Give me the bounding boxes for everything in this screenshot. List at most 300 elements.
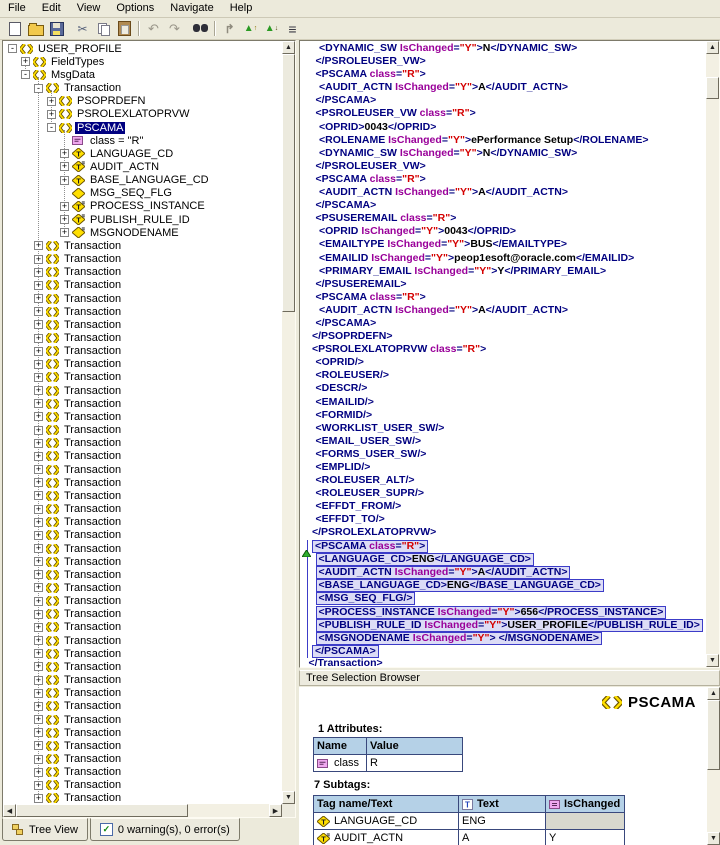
xml-line[interactable]: <AUDIT_ACTN IsChanged="Y">A</AUDIT_ACTN> xyxy=(319,81,568,94)
xml-line[interactable] xyxy=(301,579,705,592)
xml-line[interactable]: <DYNAMIC_SW IsChanged="Y">N</DYNAMIC_SW> xyxy=(319,42,578,54)
tree-item-label: PSCAMA xyxy=(77,121,124,134)
element-changed-icon xyxy=(72,227,85,238)
tree-item-audit-actn[interactable] xyxy=(4,160,281,173)
expand-node-button[interactable] xyxy=(240,20,261,38)
element-icon xyxy=(46,333,59,343)
tree-item-transaction[interactable] xyxy=(4,516,281,529)
tree-item-transaction[interactable] xyxy=(4,476,281,489)
tree-item-label: Transaction xyxy=(64,476,122,489)
subtag-ischanged-cell: Y xyxy=(546,830,625,845)
scroll-right-button[interactable] xyxy=(269,804,282,817)
tree-item-transaction[interactable] xyxy=(4,739,281,752)
open-folder-icon xyxy=(28,25,44,36)
tree-item-label: MSG_SEQ_FLG xyxy=(90,187,172,200)
xml-selection-box: </PSCAMA> xyxy=(312,645,379,658)
xml-line[interactable]: <OPRID/> xyxy=(315,356,364,369)
expander-plus-icon[interactable]: + xyxy=(35,569,42,580)
tree-arrow-icon xyxy=(224,23,234,35)
expander-plus-icon[interactable]: + xyxy=(35,332,42,343)
tree-item-transaction[interactable] xyxy=(4,502,281,515)
tree-item-transaction[interactable] xyxy=(4,674,281,687)
expander-plus-icon[interactable]: + xyxy=(35,371,42,382)
tree-item-transaction[interactable] xyxy=(4,700,281,713)
tree-item-label: FieldTypes xyxy=(51,55,105,68)
expander-plus-icon[interactable]: + xyxy=(35,385,42,396)
attributes-table xyxy=(313,737,463,772)
xml-line[interactable]: <EFFDT_TO/> xyxy=(315,513,385,526)
expander-plus-icon[interactable]: + xyxy=(35,635,42,646)
tree-item-transaction[interactable] xyxy=(4,779,281,792)
xml-line[interactable]: <PSROLEXLATOPRVW class="R"> xyxy=(312,343,487,356)
tree-item-class-r[interactable] xyxy=(4,134,281,147)
attribute-icon xyxy=(72,135,85,146)
tree-item-label: Transaction xyxy=(64,437,122,450)
save-button[interactable] xyxy=(46,20,67,38)
tree-item-process-instance[interactable] xyxy=(4,200,281,213)
expander-plus-icon[interactable]: + xyxy=(61,200,68,211)
tree-item-transaction[interactable] xyxy=(4,608,281,621)
subtag-row[interactable] xyxy=(314,830,625,845)
tree-item-transaction[interactable] xyxy=(4,397,281,410)
tree-item-label: Transaction xyxy=(64,292,122,305)
element-icon xyxy=(46,609,59,619)
xml-line[interactable]: <EMAILID IsChanged="Y">peop1esoft@oracle.com</EMAILID> xyxy=(319,251,635,264)
expander-plus-icon[interactable]: + xyxy=(35,306,42,317)
expander-plus-icon[interactable]: + xyxy=(35,411,42,422)
xml-line[interactable]: <ROLEUSER/> xyxy=(315,369,390,382)
tree-item-psoprdefn[interactable] xyxy=(4,95,281,108)
scrollbar-thumb[interactable] xyxy=(282,54,295,312)
column-header-ischanged: IsChanged xyxy=(546,796,625,813)
tree-item-transaction[interactable] xyxy=(4,345,281,358)
element-icon xyxy=(46,636,59,646)
expander-plus-icon[interactable]: + xyxy=(61,214,68,225)
xml-line[interactable]: <DYNAMIC_SW IsChanged="Y">N</DYNAMIC_SW> xyxy=(319,146,578,159)
tree-item-transaction[interactable] xyxy=(4,529,281,542)
element-icon xyxy=(46,675,59,685)
expander-plus-icon[interactable]: + xyxy=(35,464,42,475)
xml-line[interactable]: <FORMID/> xyxy=(315,408,373,421)
expander-plus-icon[interactable]: + xyxy=(35,516,42,527)
xml-line[interactable]: <EMPLID/> xyxy=(315,461,371,473)
xml-line[interactable]: </PSCAMA> xyxy=(315,316,377,329)
redo-button[interactable] xyxy=(164,20,185,38)
tree-item-label: Transaction xyxy=(64,529,122,542)
element-icon xyxy=(46,425,59,435)
xml-line[interactable]: <PRIMARY_EMAIL IsChanged="Y">Y</PRIMARY_EMAIL> xyxy=(319,264,607,277)
tree-item-label: Transaction xyxy=(64,358,122,371)
cut-icon xyxy=(77,23,87,35)
tree-item-transaction[interactable] xyxy=(4,410,281,423)
tree-selection-browser xyxy=(299,687,720,845)
tree-item-msgnodename[interactable] xyxy=(4,226,281,239)
attributes-heading: 1 Attributes: xyxy=(318,723,383,735)
tree-item-transaction[interactable] xyxy=(4,555,281,568)
browser-vertical-scrollbar[interactable] xyxy=(707,687,720,845)
expander-plus-icon[interactable]: + xyxy=(35,398,42,409)
expander-plus-icon[interactable]: + xyxy=(35,424,42,435)
element-icon xyxy=(46,359,59,369)
xml-selection-box: <LANGUAGE_CD>ENG</LANGUAGE_CD> xyxy=(316,553,534,566)
cut-button[interactable] xyxy=(72,20,93,38)
expander-plus-icon[interactable]: + xyxy=(35,766,42,777)
undo-button[interactable] xyxy=(143,20,164,38)
expander-plus-icon[interactable]: + xyxy=(35,779,42,790)
tree-item-label: Transaction xyxy=(64,608,122,621)
expander-plus-icon[interactable]: + xyxy=(35,490,42,501)
xml-selection-box: <BASE_LANGUAGE_CD>ENG</BASE_LANGUAGE_CD> xyxy=(316,579,604,592)
expander-plus-icon[interactable]: + xyxy=(35,792,42,803)
tab-warnings-errors[interactable] xyxy=(90,818,240,841)
tree-item-transaction[interactable] xyxy=(4,437,281,450)
tree-item-transaction[interactable] xyxy=(4,621,281,634)
expander-plus-icon[interactable]: + xyxy=(35,529,42,540)
menu-view[interactable]: View xyxy=(76,2,101,14)
menu-edit[interactable]: Edit xyxy=(41,2,61,14)
tree-item-transaction[interactable] xyxy=(4,81,281,94)
xml-line[interactable]: <FORMS_USER_SW/> xyxy=(315,447,427,460)
text-element-changed-icon xyxy=(72,201,85,212)
expander-plus-icon[interactable]: + xyxy=(61,227,68,238)
subtag-name: AUDIT_ACTN xyxy=(334,832,404,844)
xml-line[interactable]: <ROLEUSER_ALT/> xyxy=(315,474,415,487)
collapse-node-button[interactable] xyxy=(261,20,282,38)
tree-item-transaction[interactable] xyxy=(4,253,281,266)
expander-plus-icon[interactable]: + xyxy=(35,345,42,356)
expander-plus-icon[interactable]: + xyxy=(35,450,42,461)
expander-plus-icon[interactable]: + xyxy=(35,687,42,698)
expander-plus-icon[interactable]: + xyxy=(35,753,42,764)
tree-item-label: class = "R" xyxy=(90,134,144,147)
tree-item-transaction[interactable] xyxy=(4,266,281,279)
tree-item-transaction[interactable] xyxy=(4,542,281,555)
menu-help[interactable]: Help xyxy=(229,2,253,14)
xml-line[interactable]: </PSUSEREMAIL> xyxy=(315,277,407,290)
copy-icon xyxy=(98,23,110,35)
xml-line[interactable] xyxy=(301,605,705,618)
tree-item-transaction[interactable] xyxy=(4,647,281,660)
copy-button[interactable] xyxy=(93,20,114,38)
tree-item-transaction[interactable] xyxy=(4,371,281,384)
tree-item-label: Transaction xyxy=(64,542,122,555)
goto-parent-button[interactable] xyxy=(219,20,240,38)
tree-item-label: Transaction xyxy=(64,239,122,252)
expander-plus-icon[interactable]: + xyxy=(35,661,42,672)
scroll-up-button[interactable] xyxy=(706,41,719,54)
xml-line[interactable]: <EMAILTYPE IsChanged="Y">BUS</EMAILTYPE> xyxy=(319,238,567,251)
xml-line[interactable]: <AUDIT_ACTN IsChanged="Y">A</AUDIT_ACTN> xyxy=(319,303,568,316)
xml-line[interactable]: <OPRID IsChanged="Y">0043</OPRID> xyxy=(319,225,517,238)
element-icon xyxy=(46,386,59,396)
expander-plus-icon[interactable]: + xyxy=(35,266,42,277)
tree-item-label: Transaction xyxy=(64,489,122,502)
tree-item-label: Transaction xyxy=(64,739,122,752)
expander-plus-icon[interactable]: + xyxy=(61,161,68,172)
expander-plus-icon[interactable]: + xyxy=(35,543,42,554)
element-icon xyxy=(46,346,59,356)
tree-item-transaction[interactable] xyxy=(4,292,281,305)
scrollbar-thumb[interactable] xyxy=(707,700,720,770)
expander-minus-icon[interactable]: - xyxy=(47,123,56,132)
expander-plus-icon[interactable]: + xyxy=(35,700,42,711)
xml-line[interactable] xyxy=(301,618,705,631)
xml-line[interactable]: <AUDIT_ACTN IsChanged="Y">A</AUDIT_ACTN> xyxy=(319,186,568,199)
element-icon xyxy=(46,294,59,304)
expander-plus-icon[interactable]: + xyxy=(35,358,42,369)
expander-plus-icon[interactable]: + xyxy=(35,253,42,264)
expander-plus-icon[interactable]: + xyxy=(61,148,68,159)
tree-item-transaction[interactable] xyxy=(4,331,281,344)
tree-item-transaction[interactable] xyxy=(4,660,281,673)
subtag-row[interactable] xyxy=(314,813,625,830)
tree-item-label: PSROLEXLATOPRVW xyxy=(77,108,190,121)
element-icon xyxy=(46,465,59,475)
tree-item-label: Transaction xyxy=(64,410,122,423)
tree-item-label: MsgData xyxy=(51,68,96,81)
xml-line[interactable]: <PSROLEUSER_VW class="R"> xyxy=(315,107,476,120)
tree-item-base-language-cd[interactable] xyxy=(4,174,281,187)
new-document-button[interactable] xyxy=(4,20,25,38)
tree-item-transaction[interactable] xyxy=(4,279,281,292)
column-header-tag-name-text: Tag name/Text xyxy=(314,796,459,813)
tree-item-label: Transaction xyxy=(64,279,122,292)
expander-plus-icon[interactable]: + xyxy=(48,95,55,106)
scrollbar-thumb[interactable] xyxy=(16,804,188,817)
xml-line[interactable]: <WORKLIST_USER_SW/> xyxy=(315,421,445,434)
tab-tree-view[interactable] xyxy=(2,818,88,841)
find-button[interactable] xyxy=(190,20,211,38)
xml-line[interactable]: <ROLEUSER_SUPR/> xyxy=(315,487,425,500)
tree-item-transaction[interactable] xyxy=(4,752,281,765)
xml-source-view[interactable] xyxy=(301,42,705,666)
tree-item-transaction[interactable] xyxy=(4,726,281,739)
expander-plus-icon[interactable]: + xyxy=(35,319,42,330)
xml-line[interactable]: <EMAILID/> xyxy=(315,395,374,408)
subtag-text-cell: ENG xyxy=(459,813,546,830)
expander-plus-icon[interactable]: + xyxy=(35,595,42,606)
scroll-up-button[interactable] xyxy=(282,41,295,54)
tree-item-label: Transaction xyxy=(64,779,122,792)
xml-line[interactable]: <PSCAMA class="R"> xyxy=(315,172,426,185)
tree-item-pscama[interactable] xyxy=(4,121,281,134)
xml-line[interactable]: </PSCAMA> xyxy=(315,199,377,212)
check-icon: ✓ xyxy=(100,823,113,836)
xml-line[interactable] xyxy=(301,644,705,657)
element-icon xyxy=(46,267,59,277)
element-icon xyxy=(46,688,59,698)
tree-item-fieldtypes[interactable] xyxy=(4,55,281,68)
tree-item-transaction[interactable] xyxy=(4,424,281,437)
triangle-down-icon xyxy=(265,24,278,34)
xml-line[interactable]: <ROLENAME IsChanged="Y">ePerformance Setup</ROLENAME> xyxy=(319,133,649,146)
scrollbar-thumb[interactable] xyxy=(706,77,719,99)
xml-line[interactable]: </PSOPRDEFN> xyxy=(312,330,393,343)
xml-line[interactable]: </PSROLEUSER_VW> xyxy=(315,55,426,68)
expander-plus-icon[interactable]: + xyxy=(35,293,42,304)
xml-selection-box: <MSGNODENAME IsChanged="Y"> </MSGNODENAME> xyxy=(316,632,602,645)
element-icon xyxy=(46,530,59,540)
xml-line[interactable] xyxy=(301,540,705,553)
tree-item-transaction[interactable] xyxy=(4,713,281,726)
element-icon xyxy=(46,662,59,672)
tree-item-label: Transaction xyxy=(64,397,122,410)
expander-plus-icon[interactable]: + xyxy=(35,727,42,738)
menu-options[interactable]: Options xyxy=(116,2,155,14)
element-icon xyxy=(46,83,59,93)
element-icon xyxy=(46,491,59,501)
xml-vertical-scrollbar[interactable] xyxy=(706,41,719,667)
tree-item-label: BASE_LANGUAGE_CD xyxy=(90,174,209,187)
tree-item-psrolexlatoprvw[interactable] xyxy=(4,108,281,121)
scroll-down-button[interactable] xyxy=(707,832,720,845)
expander-plus-icon[interactable]: + xyxy=(22,56,29,67)
xml-selection-box: <MSG_SEQ_FLG/> xyxy=(316,592,416,605)
list-icon xyxy=(288,22,296,36)
scroll-down-button[interactable] xyxy=(282,791,295,804)
tree-item-transaction[interactable] xyxy=(4,450,281,463)
tree-item-transaction[interactable] xyxy=(4,634,281,647)
tree-item-transaction[interactable] xyxy=(4,581,281,594)
column-header-value: Value xyxy=(367,738,463,755)
expander-plus-icon[interactable]: + xyxy=(35,621,42,632)
xml-line[interactable]: <PSCAMA class="R"> xyxy=(315,290,426,303)
tree-item-transaction[interactable] xyxy=(4,792,281,803)
xml-line[interactable]: <OPRID>0043</OPRID> xyxy=(319,120,437,133)
tree-item-transaction[interactable] xyxy=(4,595,281,608)
expander-plus-icon[interactable]: + xyxy=(35,556,42,567)
element-icon xyxy=(602,696,622,709)
xml-line[interactable] xyxy=(301,566,705,579)
expander-plus-icon[interactable]: + xyxy=(35,240,42,251)
xml-line[interactable]: <DESCR/> xyxy=(315,382,368,395)
element-icon xyxy=(46,649,59,659)
selected-node-title xyxy=(602,694,696,711)
expander-plus-icon[interactable]: + xyxy=(35,477,42,488)
scroll-left-button[interactable] xyxy=(3,804,16,817)
tree-view[interactable] xyxy=(4,42,281,803)
tree-item-label: Transaction xyxy=(64,503,122,516)
xml-line[interactable]: </Transaction> xyxy=(308,657,383,666)
scroll-up-button[interactable] xyxy=(707,687,720,700)
expander-minus-icon[interactable]: - xyxy=(21,70,30,79)
expander-plus-icon[interactable]: + xyxy=(35,714,42,725)
element-icon xyxy=(46,622,59,632)
tree-item-label: Transaction xyxy=(64,82,122,95)
tree-item-transaction[interactable] xyxy=(4,305,281,318)
tree-item-label: Transaction xyxy=(64,318,122,331)
tree-item-label: Transaction xyxy=(64,371,122,384)
tree-item-msgdata[interactable] xyxy=(4,68,281,81)
node-list-button[interactable] xyxy=(282,20,303,38)
xml-line[interactable] xyxy=(301,553,705,566)
xml-line[interactable]: <EMAIL_USER_SW/> xyxy=(315,434,422,447)
element-empty-icon xyxy=(72,188,85,199)
scroll-down-button[interactable] xyxy=(706,654,719,667)
tree-item-user-profile[interactable] xyxy=(4,42,281,55)
xml-selection-box: <PSCAMA class="R"> xyxy=(312,540,428,553)
expander-plus-icon[interactable]: + xyxy=(35,437,42,448)
subtag-name-cell xyxy=(314,813,459,830)
element-icon xyxy=(46,307,59,317)
menu-file[interactable]: File xyxy=(8,2,26,14)
expander-plus-icon[interactable]: + xyxy=(35,608,42,619)
tree-item-transaction[interactable] xyxy=(4,568,281,581)
expander-plus-icon[interactable]: + xyxy=(35,279,42,290)
tree-item-transaction[interactable] xyxy=(4,384,281,397)
svg-text:T: T xyxy=(76,202,81,212)
tree-item-transaction[interactable] xyxy=(4,687,281,700)
xml-line[interactable]: </PSCAMA> xyxy=(315,94,377,107)
attribute-row[interactable] xyxy=(314,755,463,772)
expander-plus-icon[interactable]: + xyxy=(48,108,55,119)
text-element-icon xyxy=(317,816,330,827)
element-icon xyxy=(59,123,72,133)
tree-item-msg-seq-flg[interactable] xyxy=(4,187,281,200)
tree-vertical-scrollbar[interactable] xyxy=(282,41,295,804)
tree-item-publish-rule-id[interactable] xyxy=(4,213,281,226)
attribute-name-cell xyxy=(314,755,367,772)
text-element-changed-icon xyxy=(72,214,85,225)
expander-plus-icon[interactable]: + xyxy=(35,740,42,751)
tree-horizontal-scrollbar[interactable] xyxy=(3,804,282,817)
element-icon xyxy=(46,793,59,803)
tree-item-label: Transaction xyxy=(64,581,122,594)
tree-item-label: Transaction xyxy=(64,634,122,647)
column-header-name: Name xyxy=(314,738,367,755)
paste-button[interactable] xyxy=(114,20,135,38)
attribute-icon xyxy=(317,758,330,769)
xml-line[interactable]: </PSROLEXLATOPRVW> xyxy=(312,526,437,539)
tree-item-transaction[interactable] xyxy=(4,358,281,371)
subtags-table xyxy=(313,795,625,845)
menu-navigate[interactable]: Navigate xyxy=(170,2,214,14)
tree-item-label: Transaction xyxy=(64,568,122,581)
expander-plus-icon[interactable]: + xyxy=(35,648,42,659)
element-icon xyxy=(46,767,59,777)
tree-item-label: Transaction xyxy=(64,792,122,803)
expander-plus-icon[interactable]: + xyxy=(35,582,42,593)
open-button[interactable] xyxy=(25,20,46,38)
tree-item-transaction[interactable] xyxy=(4,766,281,779)
expander-plus-icon[interactable]: + xyxy=(35,503,42,514)
expander-plus-icon[interactable]: + xyxy=(35,674,42,685)
tree-item-label: Transaction xyxy=(64,674,122,687)
new-doc-icon xyxy=(9,22,21,36)
tree-item-label: Transaction xyxy=(64,766,122,779)
element-icon xyxy=(46,728,59,738)
element-icon xyxy=(46,254,59,264)
xml-line[interactable]: <EFFDT_FROM/> xyxy=(315,500,402,513)
xml-line[interactable]: </PSROLEUSER_VW> xyxy=(315,159,426,172)
xml-line[interactable] xyxy=(301,631,705,644)
expander-plus-icon[interactable]: + xyxy=(61,174,68,185)
toolbar xyxy=(0,18,720,40)
tree-item-label: Transaction xyxy=(64,516,122,529)
tree-item-transaction[interactable] xyxy=(4,318,281,331)
xml-line[interactable] xyxy=(301,592,705,605)
expander-minus-icon[interactable]: - xyxy=(34,84,43,93)
tree-item-transaction[interactable] xyxy=(4,489,281,502)
expander-minus-icon[interactable]: - xyxy=(8,44,17,53)
tree-item-transaction[interactable] xyxy=(4,239,281,252)
xml-line[interactable]: <PSCAMA class="R"> xyxy=(315,68,426,81)
subtag-text-cell: A xyxy=(459,830,546,845)
tree-item-language-cd[interactable] xyxy=(4,147,281,160)
xml-line[interactable]: <PSUSEREMAIL class="R"> xyxy=(315,212,457,225)
tree-item-transaction[interactable] xyxy=(4,463,281,476)
attribute-box-icon xyxy=(549,799,560,810)
